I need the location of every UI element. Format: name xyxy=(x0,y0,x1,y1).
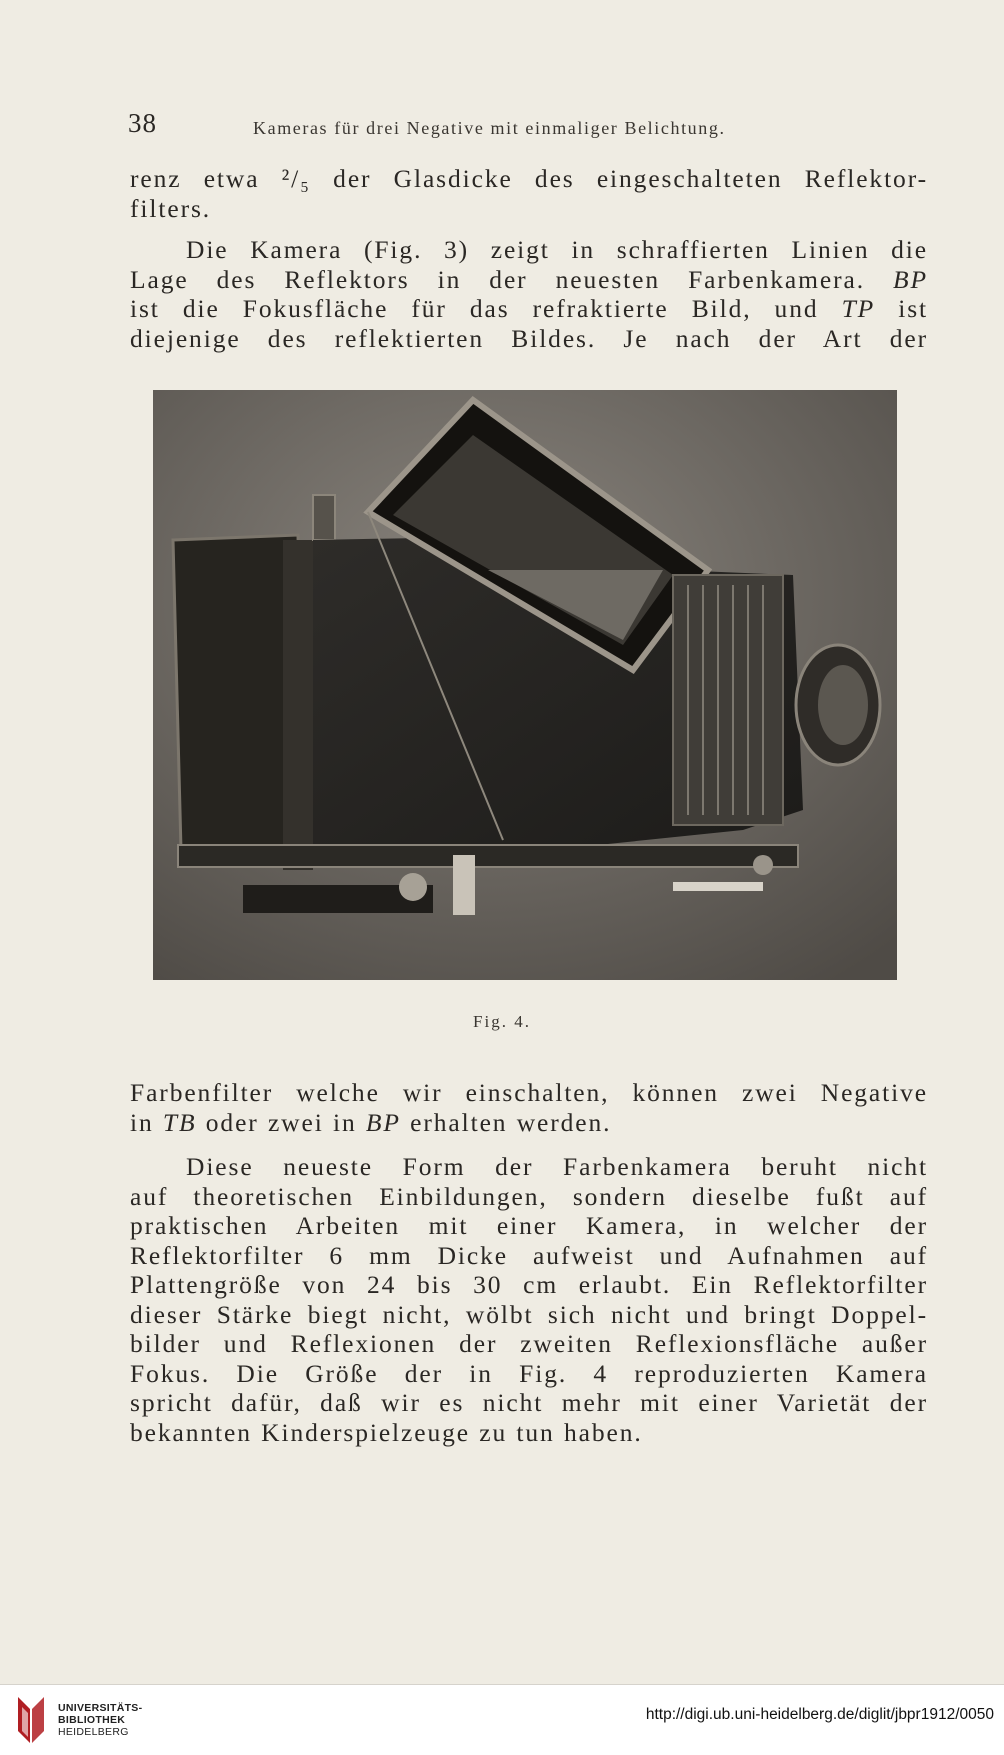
paragraph-2 xyxy=(130,235,928,353)
paragraph-1 xyxy=(130,164,928,223)
camera-illustration xyxy=(153,390,897,980)
page-number: 38 xyxy=(128,108,157,138)
text-line: praktischen Arbeiten mit einer Kamera, in welcher der xyxy=(130,1211,928,1240)
text-span: in xyxy=(130,1107,154,1137)
italic-term: BP xyxy=(365,1107,401,1137)
source-url-link[interactable]: http://digi.ub.uni-heidelberg.de/diglit/jbpr1912/0050 xyxy=(645,1706,994,1723)
text-span: ist die Fokusfläche für das refraktierte Bild, und xyxy=(130,294,819,323)
text-span: erhalten werden. xyxy=(410,1107,612,1137)
italic-term: BP xyxy=(893,264,928,294)
page-header xyxy=(128,108,928,148)
library-name-line: UNIVERSITÄTS- xyxy=(58,1702,143,1714)
library-logo-icon[interactable] xyxy=(12,1693,50,1747)
text-line: filters. xyxy=(130,193,212,223)
text-line: bekannten Kinderspielzeuge zu tun haben. xyxy=(130,1417,643,1447)
text-line: Plattengröße von 24 bis 30 cm erlaubt. Ein Reflektorfilter xyxy=(130,1270,928,1299)
text-span: oder zwei in xyxy=(205,1107,357,1137)
paragraph-3 xyxy=(130,1078,928,1137)
library-footer xyxy=(0,1684,1004,1755)
text-line: Farbenfilter welche wir einschalten, können zwei Negative xyxy=(130,1078,928,1107)
text-line: dieser Stärke biegt nicht, wölbt sich nicht und bringt Doppel- xyxy=(130,1299,928,1329)
library-name[interactable] xyxy=(58,1702,142,1738)
text-line xyxy=(130,265,928,295)
paragraph-4 xyxy=(130,1152,928,1447)
running-head: Kameras für drei Negative mit einmaliger Belichtung. xyxy=(253,118,726,138)
italic-term: TP xyxy=(841,294,876,323)
text-span: ist xyxy=(898,294,928,323)
text-line: spricht dafür, daß wir es nicht mehr mit einer Varietät der xyxy=(130,1388,928,1417)
figure-caption: Fig. 4. xyxy=(473,1012,531,1031)
text-line: bilder und Reflexionen der zweiten Reflexionsfläche außer xyxy=(130,1329,928,1358)
text-line: Reflektorfilter 6 mm Dicke aufweist und Aufnahmen auf xyxy=(130,1240,928,1270)
text-line xyxy=(130,1108,928,1138)
library-name-line: HEIDELBERG xyxy=(58,1726,129,1738)
italic-term: TB xyxy=(162,1107,197,1137)
text-line: Fokus. Die Größe der in Fig. 4 reproduzierten Kamera xyxy=(130,1358,928,1388)
text-span: Lage des Reflektors in der neuesten Farbenkamera. xyxy=(130,264,865,294)
text-line: renz etwa ²/₅ der Glasdicke des eingeschalteten Reflektor- xyxy=(130,164,928,193)
text-line: Die Kamera (Fig. 3) zeigt in schraffierten Linien die xyxy=(186,235,928,264)
text-line: diejenige des reflektierten Bildes. Je nach der Art der xyxy=(130,323,928,353)
text-line: auf theoretischen Einbildungen, sondern dieselbe fußt auf xyxy=(130,1181,928,1211)
camera-photograph xyxy=(153,390,897,980)
text-line xyxy=(130,294,928,324)
text-line: Diese neueste Form der Farbenkamera beruht nicht xyxy=(186,1152,928,1181)
library-name-line: BIBLIOTHEK xyxy=(58,1714,126,1726)
